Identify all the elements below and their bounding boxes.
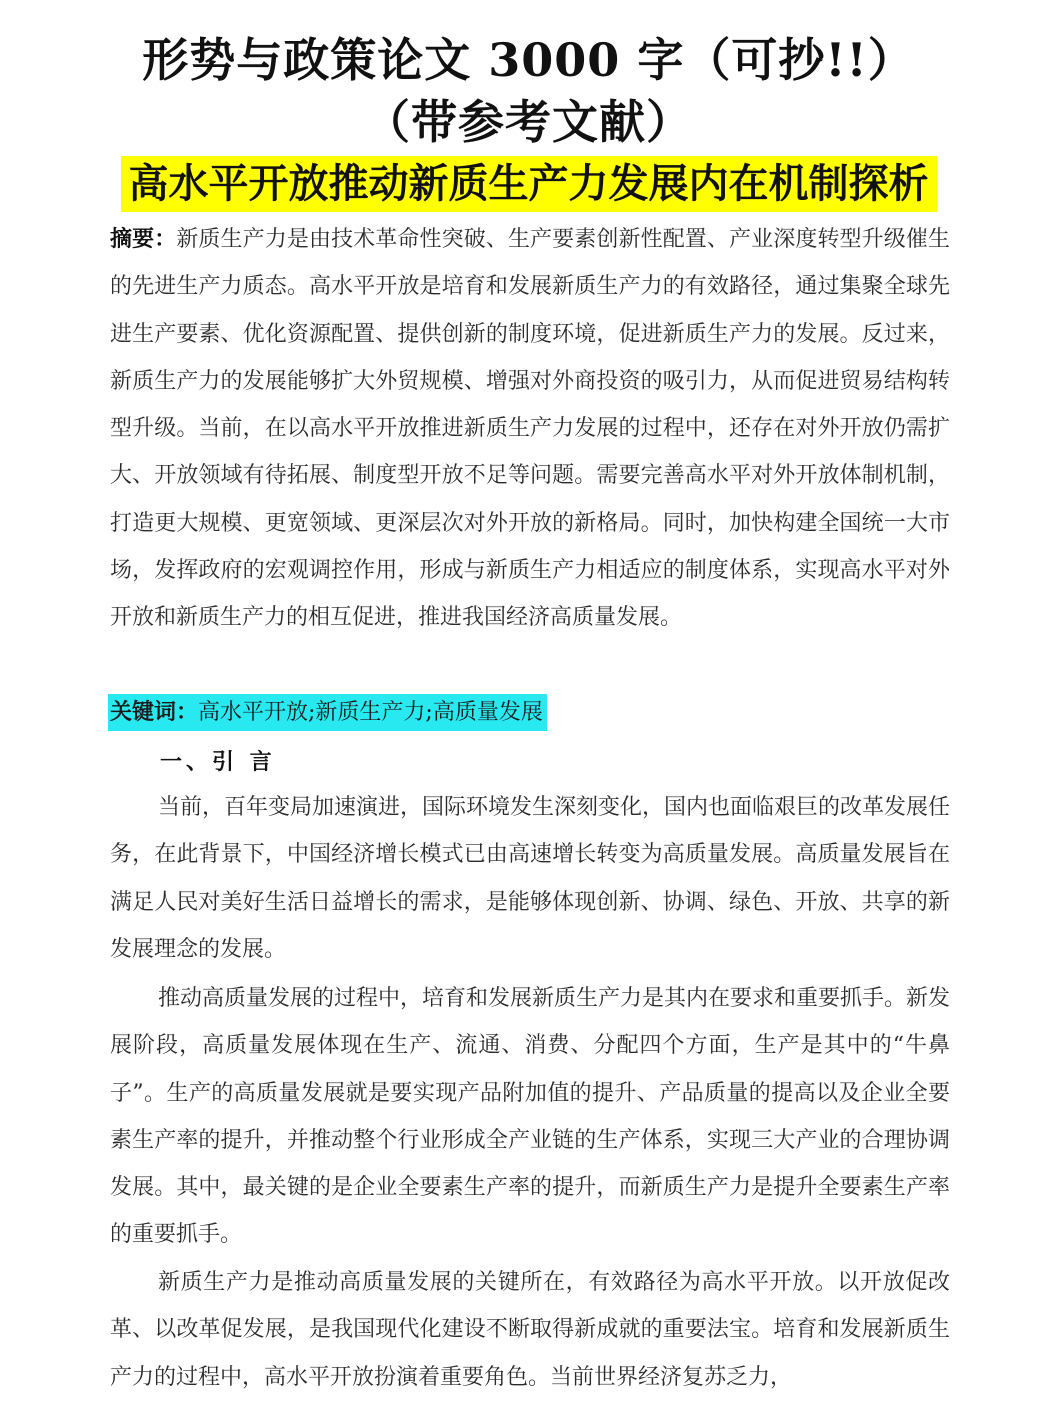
body-paragraph: 推动高质量发展的过程中，培育和发展新质生产力是其内在要求和重要抓手。新发展阶段，高质量发展体现在生产、流通、消费、分配四个方面，生产是其中的“牛鼻子”。生产的高质量发展就是要实现产品附加值的提升、产品质量的提高以及企业全要素生产率的提升，并推动整个行业形成全产业链的生产体系，实现三大产业的合理协调发展。其中，最关键的是企业全要素生产率的提升，而新质生产力是提升全要素生产率的重要抓手。	[110, 986, 951, 1248]
abstract-text: 新质生产力是由技术革命性突破、生产要素创新性配置、产业深度转型升级催生的先进生产力质态。高水平开放是培育和发展新质生产力的有效路径，通过集聚全球先进生产要素、优化资源配置、提供创新的制度环境，促进新质生产力的发展。反过来，新质生产力的发展能够扩大外贸规模、增强对外商投资的吸引力，从而促进贸易结构转型升级。当前，在以高水平开放推进新质生产力发展的过程中，还存在对外开放仍需扩大、开放领域有待拓展、制度型开放不足等问题。需要完善高水平对外开放体制机制，打造更大规模、更宽领域、更深层次对外开放的新格局。同时，加快构建全国统一大市场，发挥政府的宏观调控作用，形成与新质生产力相适应的制度体系，实现高水平对外开放和新质生产力的相互促进，推进我国经济高质量发展。	[110, 227, 950, 631]
keywords-label: 关键词：	[110, 699, 199, 725]
title-line-2: （带参考文献）	[364, 95, 693, 149]
keywords-highlighted	[108, 694, 547, 731]
body-paragraph: 当前，百年变局加速演进，国际环境发生深刻变化，国内也面临艰巨的改革发展任务，在此背景下，中国经济增长模式已由高速增长转变为高质量发展。高质量发展旨在满足人民对美好生活日益增长的需求，是能够体现创新、协调、绿色、开放、共享的新发展理念的发展。	[110, 795, 951, 962]
paper-title-wrapper	[0, 156, 1057, 212]
body-paragraph: 新质生产力是推动高质量发展的关键所在，有效路径为高水平开放。以开放促改革、以改革促发展，是我国现代化建设不断取得新成就的重要法宝。培育和发展新质生产力的过程中，高水平开放扮演着重要角色。当前世界经济复苏乏力，	[110, 1270, 950, 1390]
abstract-paragraph	[110, 216, 950, 642]
abstract-label: 摘要：	[110, 226, 177, 252]
keywords-text: 高水平开放;新质生产力;高质量发展	[198, 700, 543, 725]
paper-title-highlighted: 高水平开放推动新质生产力发展内在机制探析	[121, 156, 937, 212]
title-line-1: 形势与政策论文 3000 字（可抄!!）	[142, 33, 915, 87]
section-heading-introduction: 一、引 言	[160, 749, 276, 775]
